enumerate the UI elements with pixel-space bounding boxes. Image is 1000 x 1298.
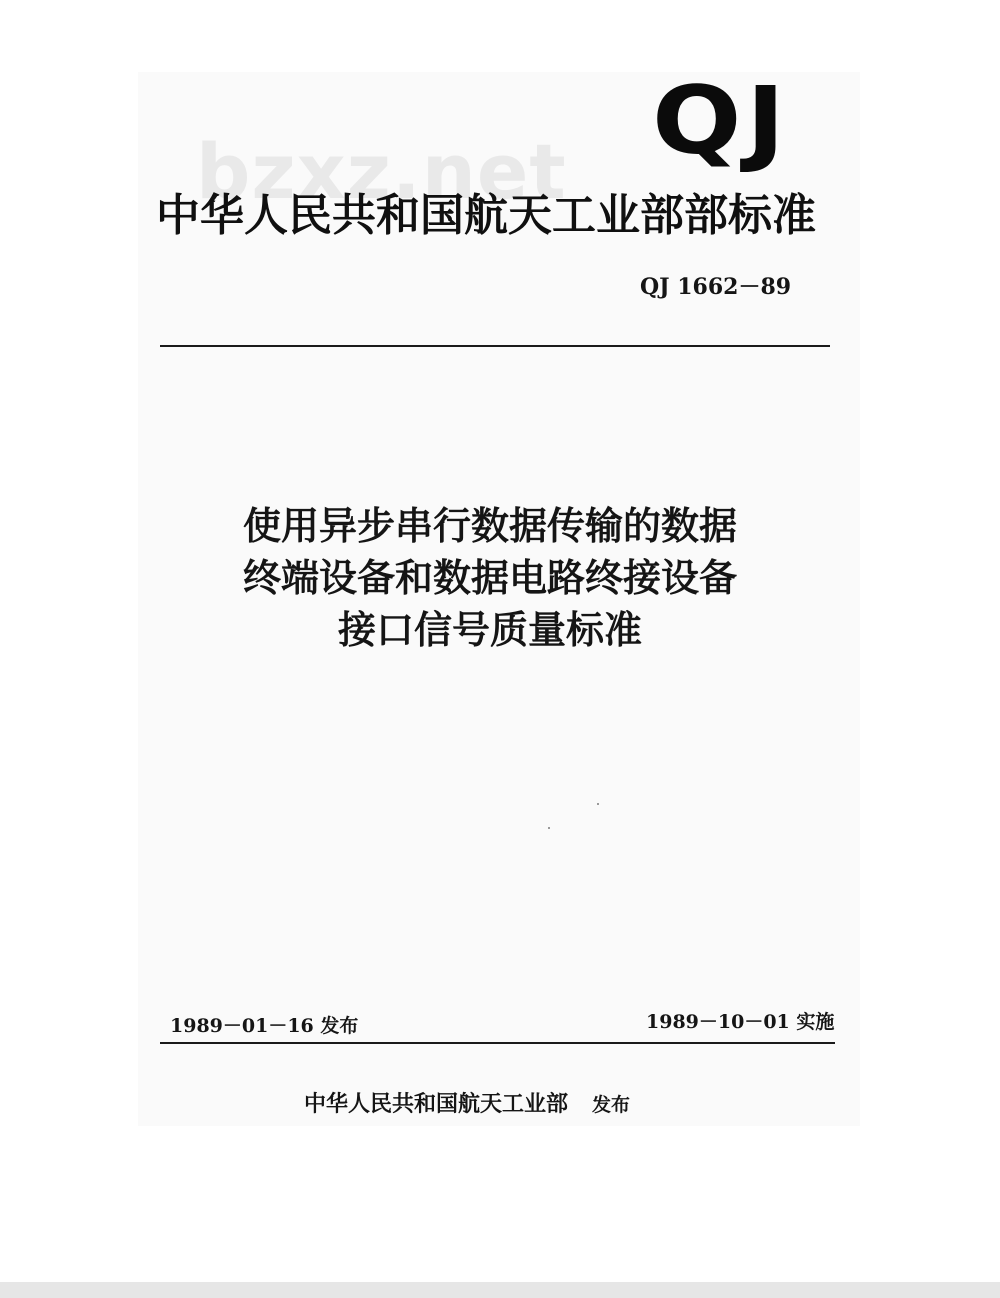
scan-speck: [548, 827, 550, 829]
title-line: 终端设备和数据电路终接设备: [242, 556, 737, 600]
standard-number: QJ 1662－89: [640, 274, 792, 300]
top-divider: [160, 345, 830, 347]
publish-action: 发布: [592, 1094, 631, 1116]
title-line: 使用异步串行数据传输的数据: [242, 504, 737, 548]
organization-title: 中华人民共和国航天工业部部标准: [156, 190, 816, 241]
publisher-line: [304, 1090, 630, 1120]
qj-logo: QJ: [652, 67, 790, 176]
issue-date: 1989－01－16 发布: [170, 1015, 359, 1037]
watermark: bzxz.net: [196, 127, 567, 216]
viewer-bottom-edge: [0, 1282, 1000, 1298]
scan-speck: [597, 803, 599, 805]
publisher-name: 中华人民共和国航天工业部: [304, 1092, 569, 1117]
bottom-divider: [160, 1042, 835, 1044]
document-title: [150, 500, 830, 656]
effective-date: 1989－10－01 实施: [646, 1011, 835, 1033]
title-line: 接口信号质量标准: [337, 608, 642, 652]
